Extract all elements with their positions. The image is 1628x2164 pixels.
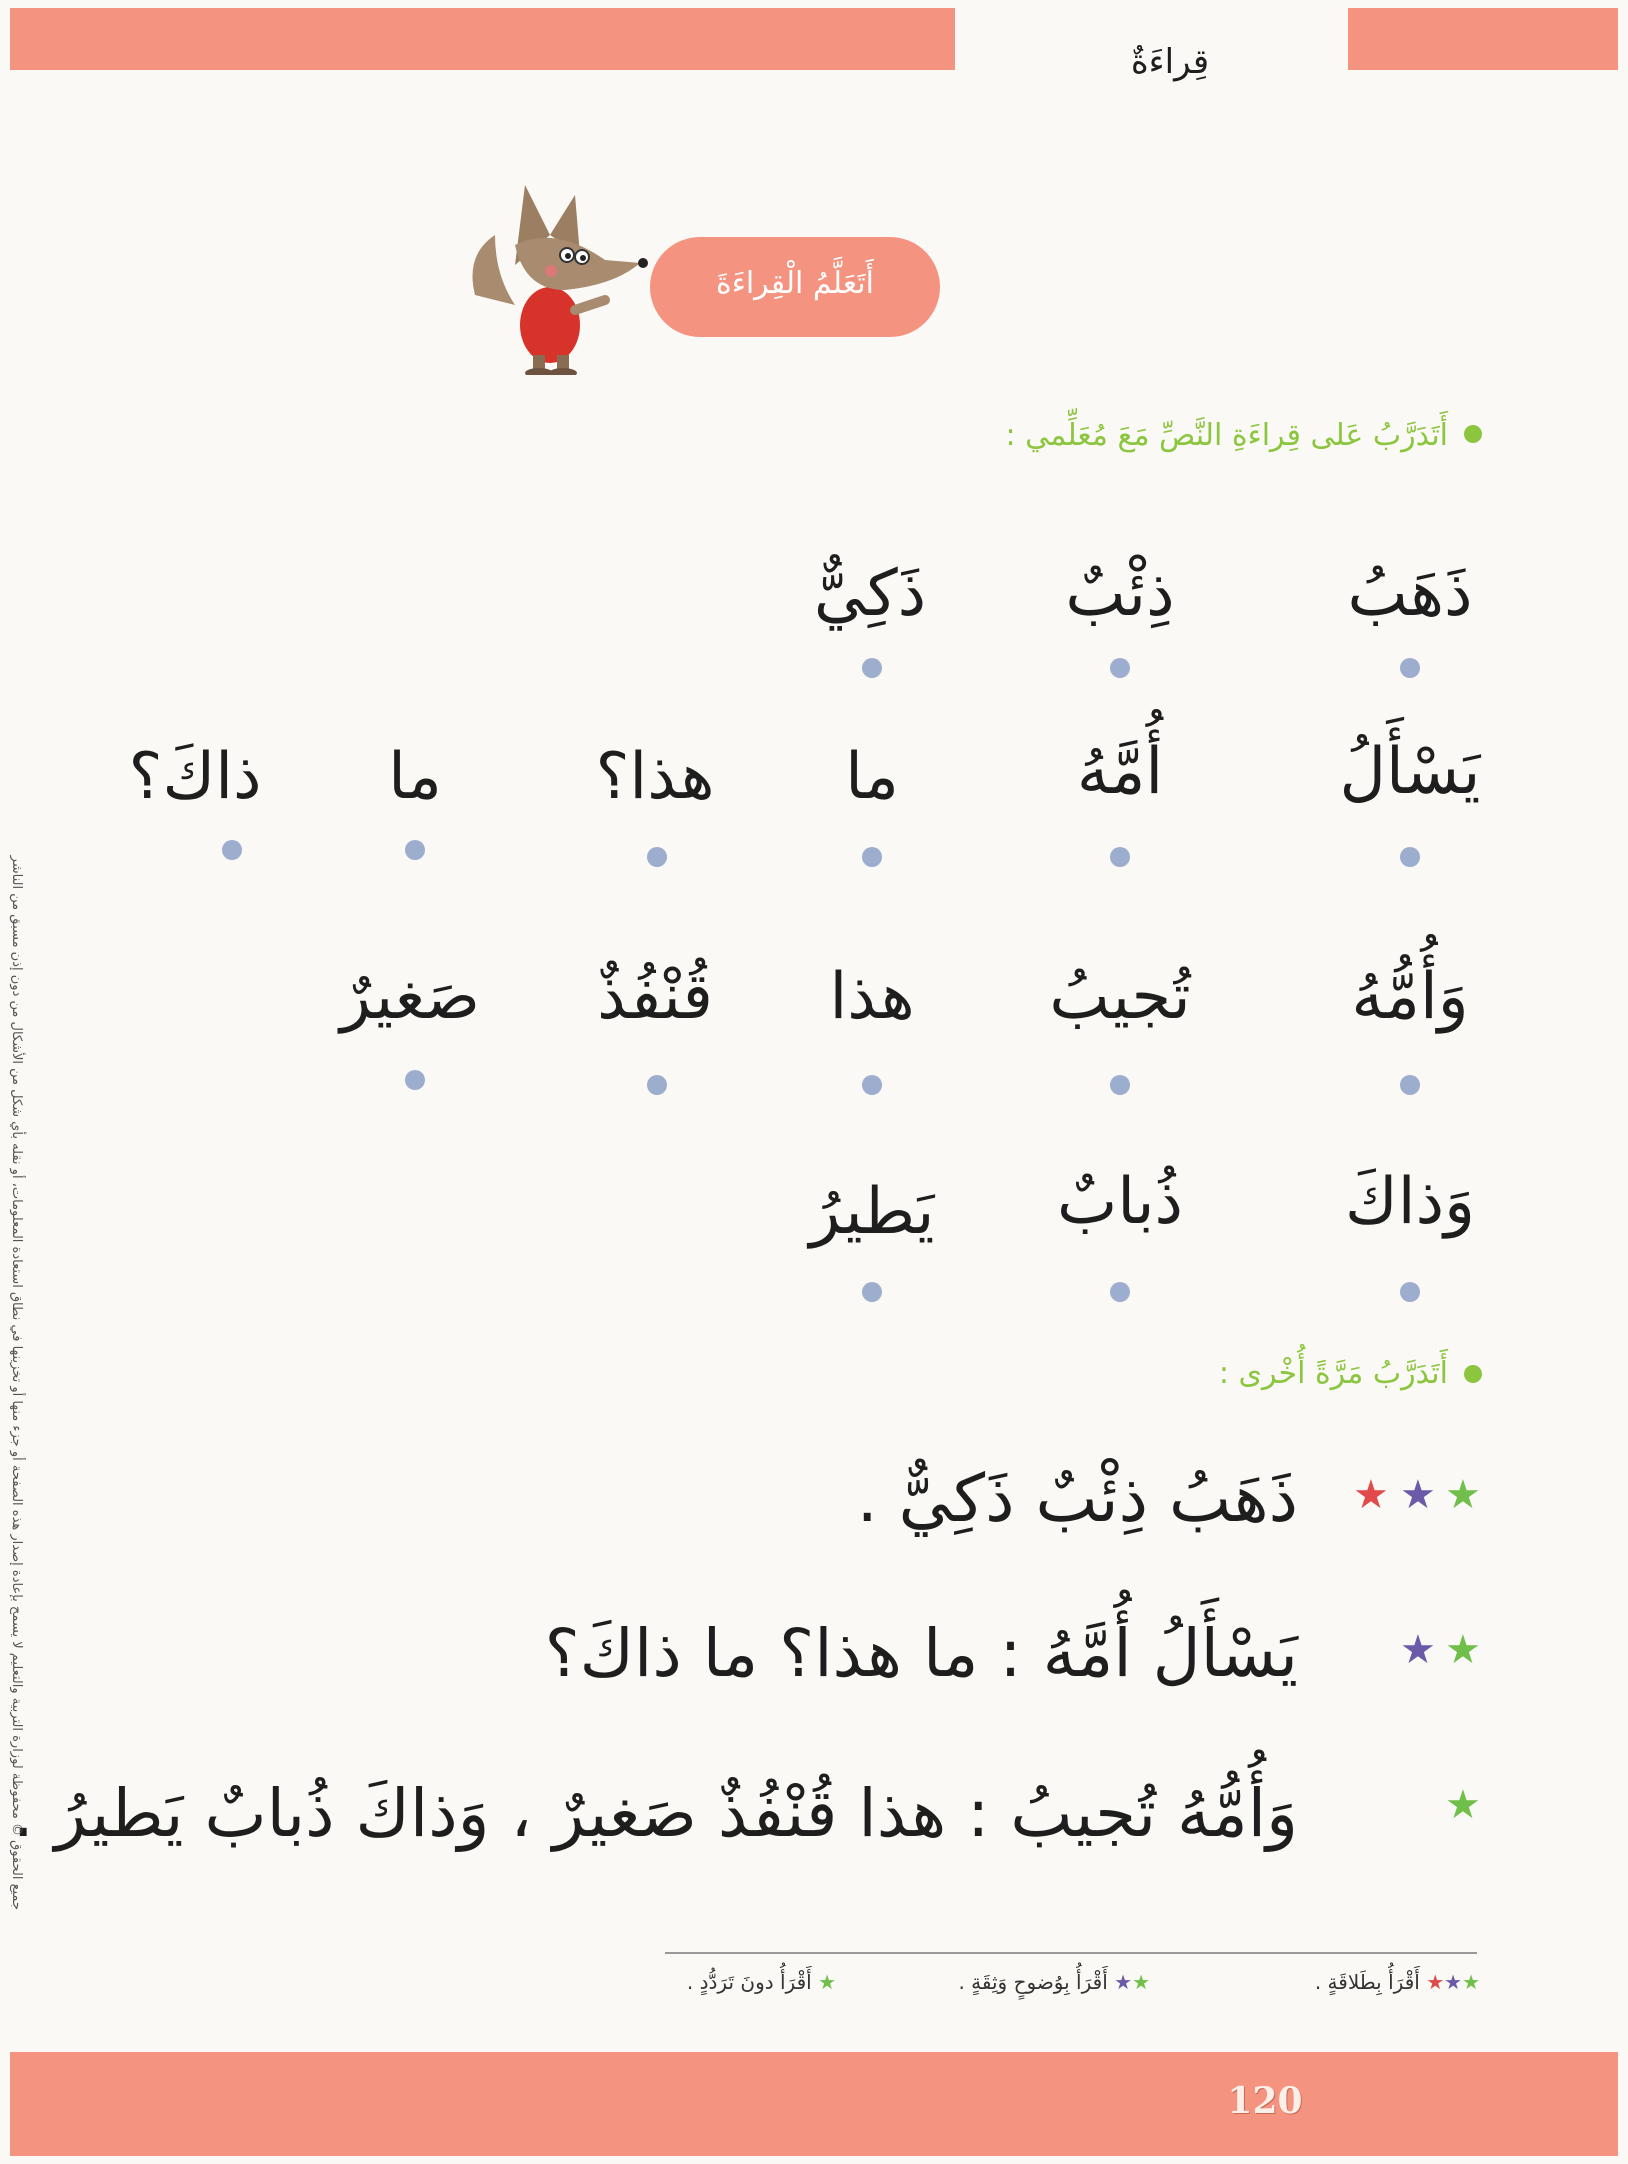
sentence-3: وَأُمُّهُ تُجيبُ : هذا قُنْفُذٌ صَغيرٌ ، وَذاكَ ذُبابٌ يَطيرُ . xyxy=(12,1775,1298,1852)
copyright-notice: جميع الحقوق © محفوظة لوزارة التربية والتعليم لا يسمح بإعادة إصدار هذه الصفحة أو جزء منها أو تخزينها في نطاق استعادة المعلومات، أو نقله بأي شكل من الأشكال من دون إذن مسبق من الناشر xyxy=(9,855,24,1910)
fox-mascot-icon xyxy=(455,175,655,375)
instruction-practice-again: أَتَدَرَّبُ مَرَّةً أُخْرى : xyxy=(1218,1356,1448,1391)
word-cell: وَأُمُّهُ xyxy=(1351,960,1469,1034)
word-dot xyxy=(647,847,667,867)
star-icon: ★ xyxy=(1445,1472,1481,1518)
word-dot xyxy=(222,840,242,860)
word-cell: قُنْفُذٌ xyxy=(597,960,713,1034)
header-band-left xyxy=(10,8,955,70)
word-dot xyxy=(1400,658,1420,678)
word-cell: تُجيبُ xyxy=(1049,960,1191,1034)
star-key-clarity-label: أَقْرَأُ بِوُضوحٍ وَثِقَةٍ . xyxy=(958,1970,1108,1994)
bullet-icon xyxy=(1464,425,1482,443)
word-cell: يَطيرُ xyxy=(809,1175,935,1249)
page-number: 120 xyxy=(1227,2080,1303,2122)
word-dot xyxy=(647,1075,667,1095)
word-cell: وَذاكَ xyxy=(1345,1165,1475,1239)
star-icon: ★ xyxy=(1445,1627,1481,1673)
word-cell: ما xyxy=(388,740,442,814)
section-title: قِراءَةٌ xyxy=(1130,42,1210,82)
star-icon: ★ xyxy=(1400,1472,1436,1518)
key-divider xyxy=(665,1952,1477,1954)
lesson-banner-label: أَتَعَلَّمُ الْقِراءَةَ xyxy=(716,266,874,301)
word-cell: ما xyxy=(845,740,899,814)
word-cell: ذُبابٌ xyxy=(1056,1165,1184,1239)
word-dot xyxy=(862,847,882,867)
star-icon: ★ xyxy=(1353,1472,1389,1518)
word-dot xyxy=(1110,1282,1130,1302)
star-icon: ★ xyxy=(1400,1627,1436,1673)
footer-band xyxy=(10,2052,1618,2156)
word-cell: أُمَّهُ xyxy=(1076,735,1164,809)
word-cell: ذَهَبُ xyxy=(1347,557,1473,631)
word-cell: هذا؟ xyxy=(595,740,715,814)
word-dot xyxy=(862,658,882,678)
star-key-hesitation: ★ أَقْرَأُ دونَ تَرَدُّدٍ . xyxy=(686,1970,836,1994)
word-dot xyxy=(1110,1075,1130,1095)
star-key-fluency: ★★★ أَقْرَأُ بِطَلاقَةٍ . xyxy=(1314,1970,1480,1994)
sentence-2: يَسْأَلُ أُمَّهُ : ما هذا؟ ما ذاكَ؟ xyxy=(544,1615,1298,1692)
word-dot xyxy=(1110,847,1130,867)
star-key-fluency-label: أَقْرَأُ بِطَلاقَةٍ . xyxy=(1314,1970,1420,1994)
word-cell: يَسْأَلُ xyxy=(1339,735,1481,809)
word-dot xyxy=(1110,658,1130,678)
word-cell: صَغيرٌ xyxy=(340,960,480,1034)
star-key-clarity: ★★ أَقْرَأُ بِوُضوحٍ وَثِقَةٍ . xyxy=(958,1970,1150,1994)
word-dot xyxy=(405,1070,425,1090)
word-dot xyxy=(405,840,425,860)
header-band-right xyxy=(1348,8,1618,70)
word-dot xyxy=(1400,1282,1420,1302)
word-dot xyxy=(1400,1075,1420,1095)
word-cell: هذا xyxy=(829,960,915,1034)
star-icon: ★ xyxy=(1445,1782,1481,1828)
instruction-practice-with-teacher: أَتَدَرَّبُ عَلى قِراءَةِ النَّصِّ مَعَ مُعَلِّمي : xyxy=(1005,418,1448,453)
sentence-1: ذَهَبُ ذِئْبٌ ذَكِيٌّ . xyxy=(856,1460,1298,1537)
word-cell: ذَكِيٌّ xyxy=(813,557,927,631)
word-cell: ذِئْبٌ xyxy=(1065,557,1175,631)
bullet-icon xyxy=(1464,1365,1482,1383)
word-cell: ذاكَ؟ xyxy=(128,740,262,814)
word-dot xyxy=(1400,847,1420,867)
word-dot xyxy=(862,1282,882,1302)
star-key-hesitation-label: أَقْرَأُ دونَ تَرَدُّدٍ . xyxy=(686,1970,812,1994)
word-dot xyxy=(862,1075,882,1095)
